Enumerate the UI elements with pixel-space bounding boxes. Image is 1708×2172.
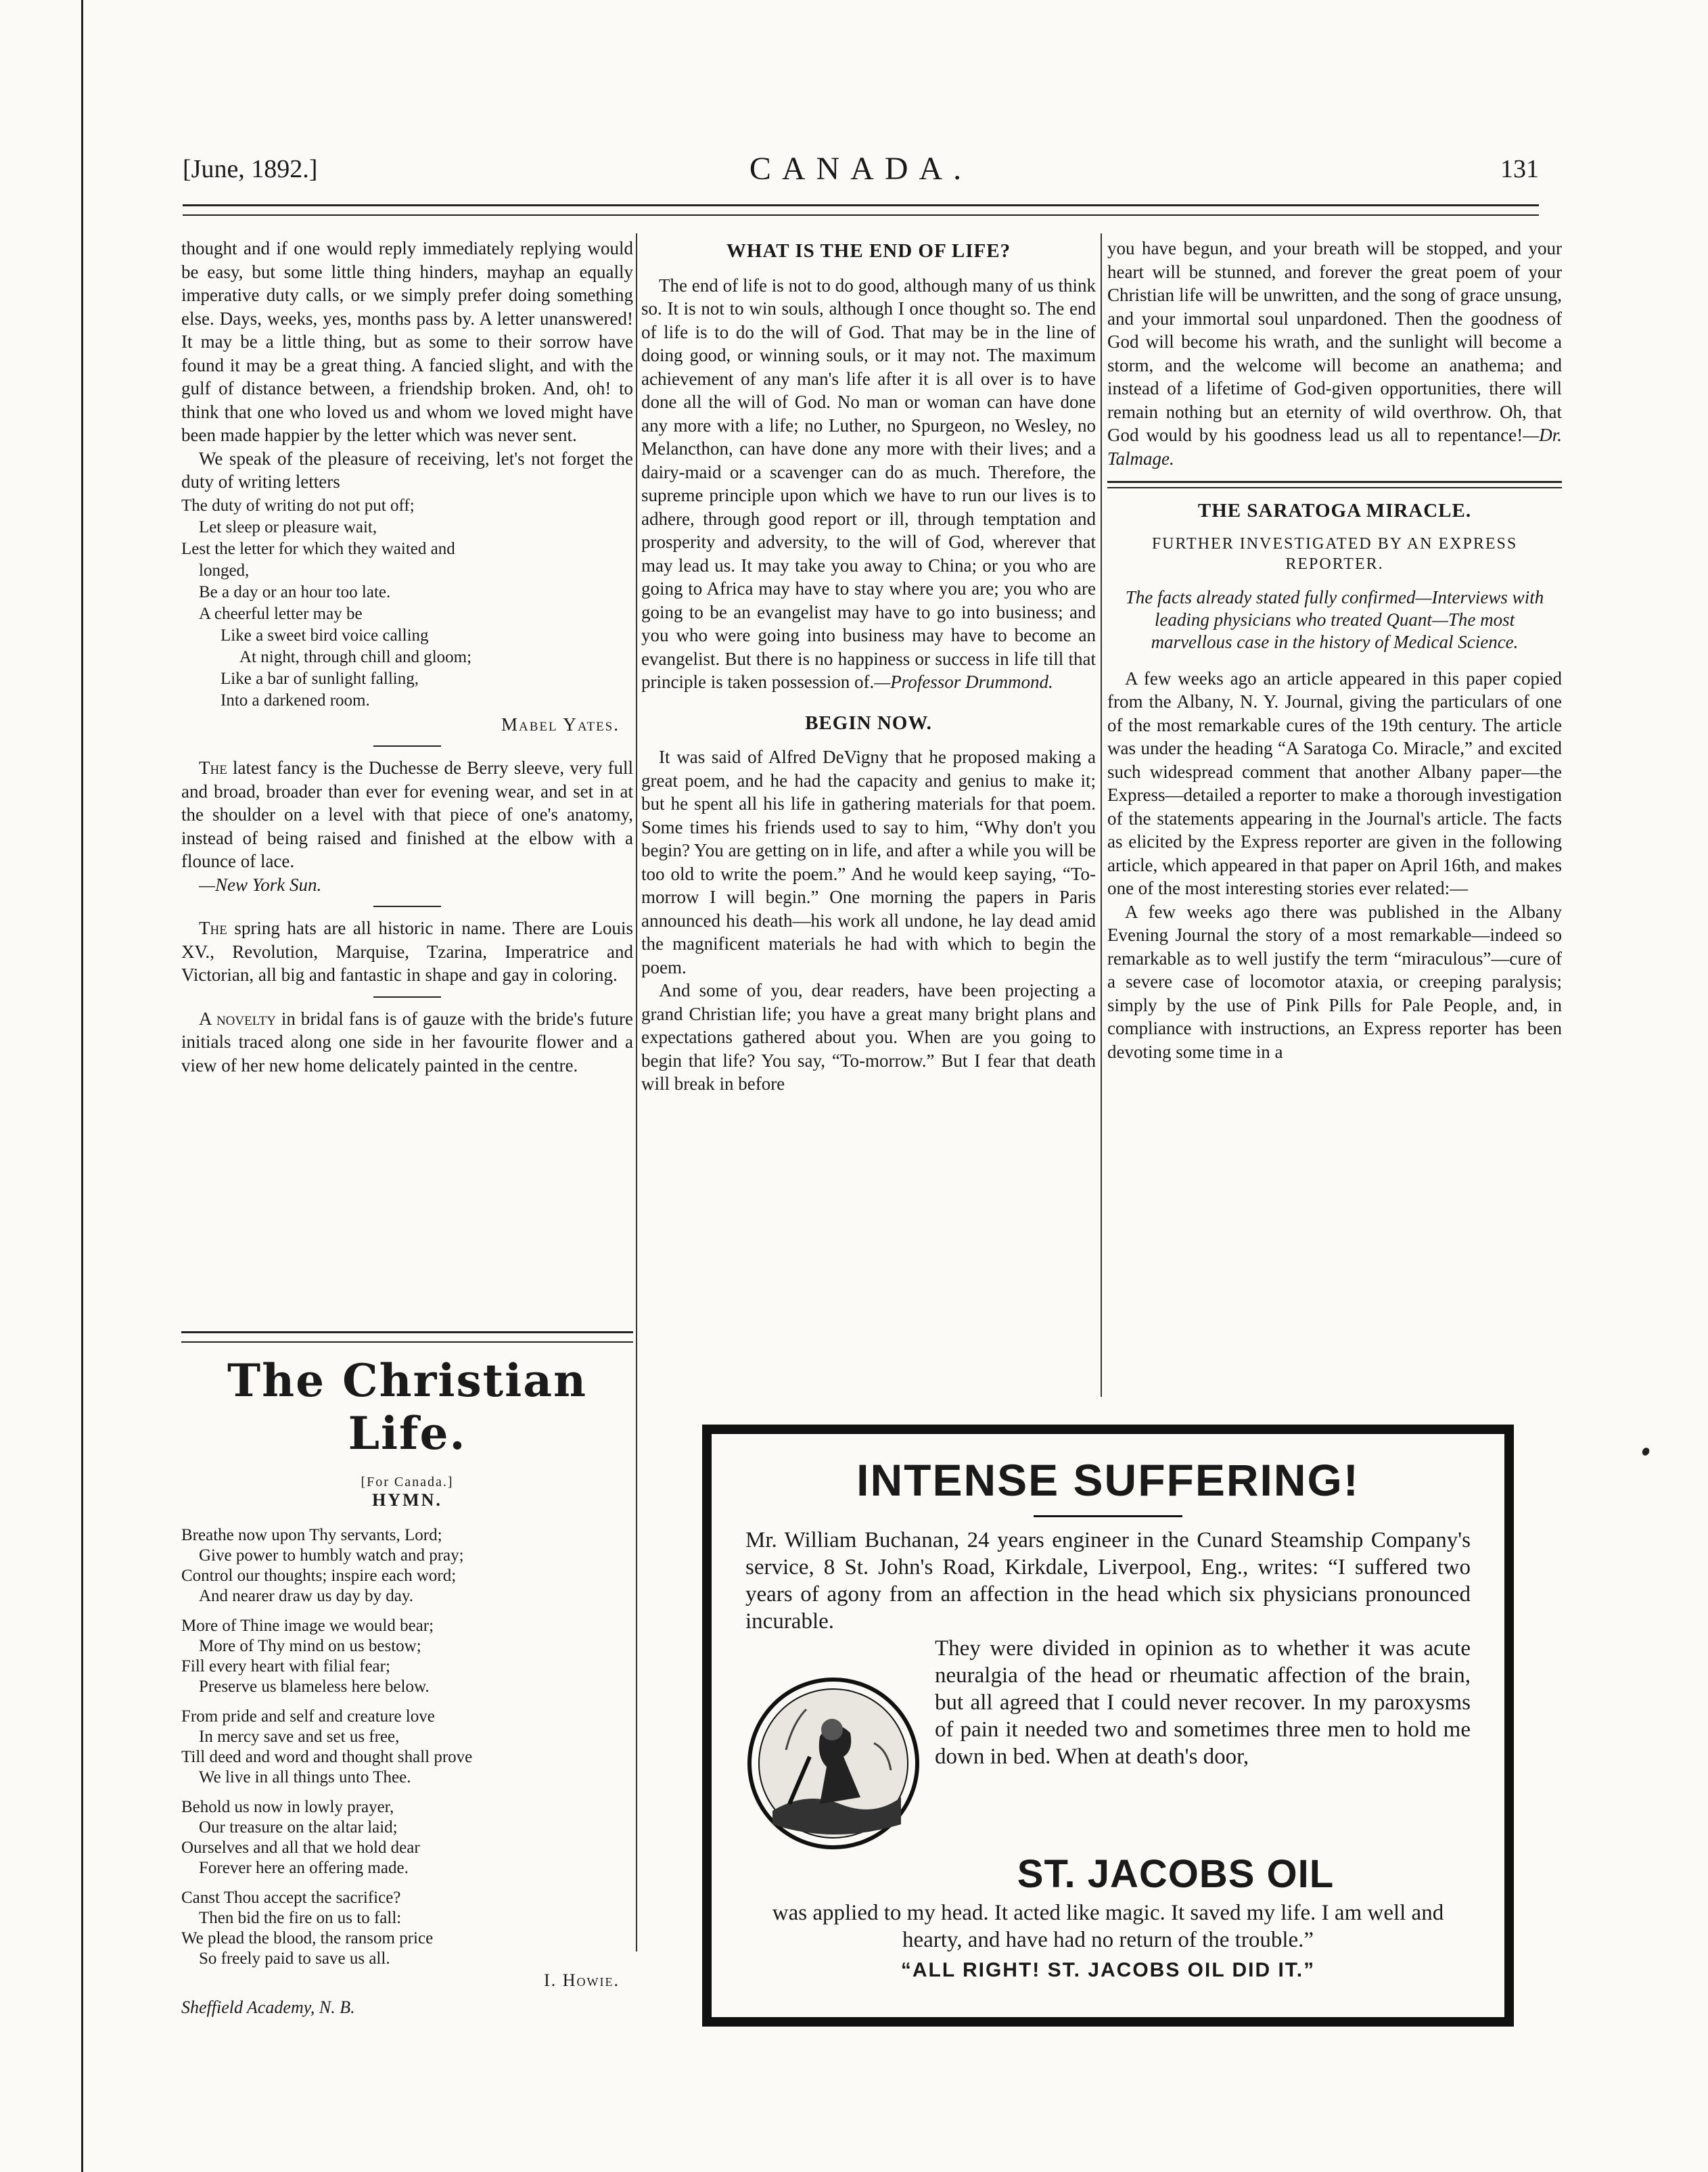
poem-line: Like a bar of sunlight falling, — [221, 669, 419, 688]
hymn-line: Ourselves and all that we hold dear — [181, 1839, 420, 1857]
ad-right-text: They were divided in opinion as to whether it was acute neuralgia of the head or rheumatic affection of the brain, but all agreed that I could never recover. In my paroxysms of pain it needed two and sometimes three men to hold me down in bed. When at death's door, — [935, 1636, 1471, 1769]
ad-slogan: “ALL RIGHT! ST. JACOBS OIL DID IT.” — [900, 1959, 1316, 1981]
talmage-paragraph: you have begun, and your breath will be stopped, and your heart will be stunned, and forever the great poem of your Christian life will be unwritten, and the song of grace unsung, and your immortal soul unpardoned. Then the goodness of God will become his wrath, and the sunlight will become a storm, and the welcome will become an anathema; and instead of a lifetime of God-given opportunities, there will remain nothing but an eternity of wild overthrow. Oh, that God would by his goodness lead us all to repentance!—Dr. Talmage. — [1107, 238, 1562, 469]
hymn-stanza-4 — [181, 1797, 633, 1878]
letters-paragraph: thought and if one would reply immediately replying would be easy, but some little thing hinders, mayhap an equally imperative duty calls, or we simply prefer doing something else. Days, weeks, yes, months pass by. A letter unanswered! It may be a little thing, but as some to their sorrow have found it may be a great thing. A fancied slight, and with the gulf of distance between, a friendship broken. And, oh! to think that one who loved us and whom we loved might have been made happier by the letter which was never sent. — [181, 238, 633, 445]
heading-begin-now: BEGIN NOW. — [805, 712, 932, 734]
issue-date: [June, 1892.] — [183, 155, 318, 183]
letter-poem — [181, 495, 633, 712]
hymn-line: Our treasure on the altar laid; — [199, 1818, 398, 1836]
christian-life-title: The Christian Life. — [227, 1354, 587, 1460]
source-talmage: —Dr. Talmage. — [1107, 425, 1562, 469]
end-of-life-paragraph: The end of life is not to do good, although many of us think so. It is not to win souls, although I once thought so. The end of life is to do the will of God. That may be in the line of doing good, or winning souls, or it may not. The maximum achievement of any man's life after it is all over is to have done all the will of God. No man or woman can have done any more with a life; no Luther, no Spurgeon, no Wesley, no Melancthon, can have done any more with their lives; and a dairy-maid or a scavenger can do as much. Therefore, the supreme principle upon which we have to run our lives is to adhere, through good report or ill, through temptation and prosperity and adversity, to the will of God, wherever that may lead us. It may take you away to China; or you who are going to Africa may have to stay where you are; you who are going to be an evangelist may have to go into business; and you who were going into business may have to become an evangelist. But there is no happiness or success in life till that principle is taken possession of.—Professor Drummond. — [641, 275, 1096, 692]
poem-author: Mabel Yates. — [501, 714, 620, 735]
divider — [373, 906, 441, 907]
column-2 — [641, 237, 1096, 1096]
poem-line: Lest the letter for which they waited and — [181, 539, 455, 558]
poem-line: Into a darkened room. — [221, 691, 370, 710]
section-rule — [1107, 481, 1562, 488]
hymn-stanza-5 — [181, 1888, 633, 1969]
poem-line: Let sleep or pleasure wait, — [199, 517, 377, 536]
page-header — [183, 151, 1539, 195]
hymn-line: Preserve us blameless here below. — [199, 1678, 430, 1696]
hymn-stanza-3 — [181, 1707, 633, 1788]
hymn-stanza-2 — [181, 1616, 633, 1697]
hymn-line: Forever here an offering made. — [199, 1859, 409, 1877]
hymn-line: Till deed and word and thought shall prove — [181, 1748, 473, 1766]
hymn-line: Give power to humbly watch and pray; — [199, 1546, 464, 1565]
ad-body — [712, 1635, 1504, 1770]
christian-life-section — [181, 1351, 633, 2018]
hymn-line: We live in all things unto Thee. — [199, 1768, 411, 1786]
for-canada-label: [For Canada.] — [361, 1475, 454, 1489]
masthead-title: CANADA. — [749, 151, 973, 187]
begin-now-paragraph: It was said of Alfred DeVigny that he proposed making a great poem, and he had the capacity and genius to make it; but he spent all his life in gathering materials for that poem. Some times his friends used to say to him, “Why don't you begin? You are getting on in life, and after a while you will be too old to write the poem.” And he would keep saying, “To-morrow I will begin.” One morning the papers in Paris announced his death—his work all undone, he lay dead amid the magnificent materials he had with which to begin the poem. — [641, 747, 1096, 977]
source-new-york-sun: —New York Sun. — [199, 874, 322, 895]
column-1 — [181, 237, 633, 1077]
letters-paragraph-2: We speak of the pleasure of receiving, let's not forget the duty of writing letters — [181, 448, 633, 492]
hymn-line: More of Thine image we would bear; — [181, 1617, 434, 1635]
column-divider-2 — [1101, 233, 1102, 1397]
saratoga-paragraph: A few weeks ago an article appeared in this paper copied from the Albany, N. Y. Journal, giving the particulars of one of the most remarkable cures of the 19th century. The article was under the heading “A Saratoga Co. Miracle,” and excited such widespread comment that another Albany paper—the Express—detailed a reporter to make a thorough investigation of the statements appearing in the Journal's article. The facts as elicited by the Express reporter are given in the following article, which appeared in that paper on April 16th, and makes one of the most interesting stories ever related:— — [1107, 668, 1562, 898]
sufferer-illustration-icon — [745, 1676, 921, 1851]
ad-intro: Mr. William Buchanan, 24 years engineer in the Cunard Steamship Company's service, 8 St. John's Road, Kirkdale, Liverpool, Eng., writes: “I suffered two years of agony from an affection in the head which six physicians pronounced incurable. — [745, 1528, 1471, 1634]
print-speck — [1641, 1446, 1651, 1456]
poem-line: longed, — [199, 561, 250, 580]
poem-line: Be a day or an hour too late. — [199, 582, 391, 601]
heading-saratoga-miracle: THE SARATOGA MIRACLE. — [1197, 500, 1472, 522]
header-rule — [183, 204, 1539, 216]
column-divider-1 — [636, 233, 637, 1951]
column-3 — [1107, 237, 1562, 1063]
divider — [373, 996, 441, 998]
hymn-title: HYMN. — [372, 1490, 442, 1510]
hymn-line: Control our thoughts; inspire each word; — [181, 1567, 457, 1585]
poem-line: Like a sweet bird voice calling — [221, 626, 429, 645]
hymn-line: So freely paid to save us all. — [199, 1949, 390, 1968]
hymn-line: In mercy save and set us free, — [199, 1728, 400, 1746]
fashion-item-hats: The spring hats are all historic in name. There are Louis XV., Revolution, Marquise, Tzarina, Imperatrice and Victorian, all big and fantastic in shape and gay in coloring. — [181, 918, 633, 985]
divider — [373, 745, 441, 747]
ad-testimonial-end: was applied to my head. It acted like magic. It saved my life. I am well and hearty, and have had no return of the trouble.” — [772, 1901, 1444, 1952]
hymn-line: Breathe now upon Thy servants, Lord; — [181, 1526, 442, 1544]
poem-line: The duty of writing do not put off; — [181, 496, 415, 515]
page-number: 131 — [1500, 155, 1539, 183]
ad-brand-name: ST. JACOBS OIL — [1017, 1852, 1335, 1896]
source-drummond: —Professor Drummond. — [874, 672, 1053, 692]
ad-rule — [1034, 1515, 1182, 1517]
section-rule — [181, 1331, 633, 1343]
saratoga-paragraph-2: A few weeks ago there was published in the Albany Evening Journal the story of a most remarkable—indeed so remarkable as to well justify the term “miraculous”—cure of a severe case of locomotor ataxia, or creeping paralysis; simply by the use of Pink Pills for Pale People, and, in compliance with instructions, an Express reporter has been devoting some time in a — [1107, 901, 1562, 1062]
poem-line: At night, through chill and gloom; — [239, 647, 472, 666]
begin-now-paragraph-2: And some of you, dear readers, have been projecting a grand Christian life; you have a great many bright plans and expectations gathered about you. When are you going to begin that life? You say, “To-morrow.” But I fear that death will break in before — [641, 980, 1096, 1094]
hymn-line: From pride and self and creature love — [181, 1707, 435, 1726]
hymn-author: I. Howie. — [544, 1970, 620, 1990]
page-margin-line — [81, 0, 83, 2172]
poem-line: A cheerful letter may be — [199, 604, 363, 623]
academy-credit: Sheffield Academy, N. B. — [181, 1997, 355, 2017]
heading-end-of-life: WHAT IS THE END OF LIFE? — [726, 240, 1011, 262]
hymn-line: Then bid the fire on us to fall: — [199, 1909, 402, 1927]
hymn-line: We plead the blood, the ransom price — [181, 1929, 434, 1947]
hymn-line: More of Thy mind on us bestow; — [199, 1637, 421, 1655]
hymn-stanza-1 — [181, 1525, 633, 1607]
ad-headline: INTENSE SUFFERING! — [856, 1455, 1360, 1505]
hymn-line: Fill every heart with filial fear; — [181, 1657, 390, 1676]
hymn-line: Behold us now in lowly prayer, — [181, 1798, 394, 1816]
fashion-item-fans: A novelty in bridal fans is of gauze with the bride's future initials traced along one side in her favourite flower and a view of her new home delicately painted in the centre. — [181, 1008, 633, 1076]
hymn-line: And nearer draw us day by day. — [199, 1587, 414, 1605]
st-jacobs-oil-advertisement — [702, 1425, 1514, 2027]
fashion-item-sleeves: The latest fancy is the Duchesse de Berry sleeve, very full and broad, broader than ever for evening wear, and set in at the shoulder on a level with that piece of one's anatomy, instead of being raised and finished at the elbow with a flounce of lace. — [181, 758, 633, 871]
hymn-line: Canst Thou accept the sacrifice? — [181, 1889, 401, 1907]
saratoga-intro: The facts already stated fully confirmed—Interviews with leading physicians who treated Quant—The most marvellous case in the history of Medical Science. — [1125, 586, 1544, 652]
subheading-express-reporter: FURTHER INVESTIGATED BY AN EXPRESS REPORTER. — [1151, 534, 1518, 573]
